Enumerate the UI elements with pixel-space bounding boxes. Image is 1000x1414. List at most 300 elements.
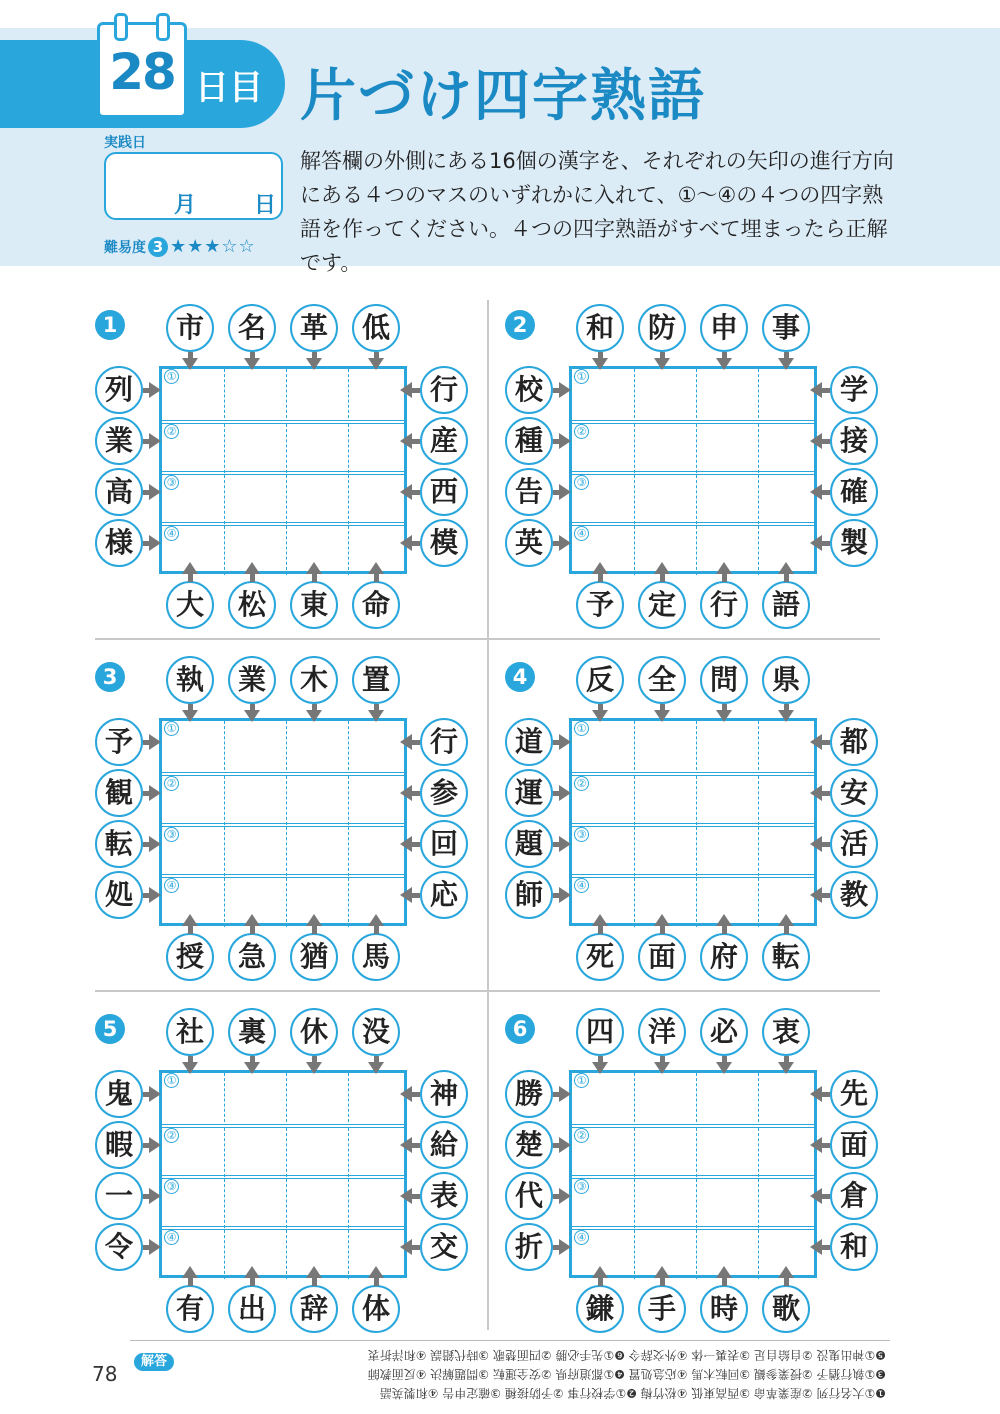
arrow-stem [250,1278,255,1286]
kanji-top[interactable]: 休 [290,1008,338,1056]
kanji-left[interactable]: 業 [95,417,143,465]
arrow-up-icon [716,914,732,926]
arrow-stem [374,926,379,934]
kanji-bottom[interactable]: 転 [762,933,810,981]
arrow-stem [412,1245,420,1250]
cell-divider [286,424,287,473]
arrow-down-icon [778,358,794,370]
arrow-left-icon [400,1086,412,1102]
kanji-left[interactable]: 鬼 [95,1070,143,1118]
answer-grid [159,366,407,574]
kanji-right[interactable]: 和 [830,1223,878,1271]
kanji-right[interactable]: 回 [420,820,468,868]
cell-divider [224,1179,225,1228]
row-divider [95,990,880,992]
answer-row[interactable] [162,420,404,473]
arrow-down-icon [654,710,670,722]
arrow-right-icon [149,887,161,903]
practice-date-box[interactable] [104,152,283,220]
kanji-top[interactable]: 洋 [638,1008,686,1056]
cell-divider [634,721,635,770]
difficulty-label: 難易度 [104,240,146,256]
puzzle-number: 6 [505,1014,535,1044]
kanji-right[interactable]: 行 [420,366,468,414]
arrow-down-icon [778,1062,794,1074]
arrow-right-icon [149,484,161,500]
arrow-stem [412,541,420,546]
kanji-bottom[interactable]: 体 [352,1285,400,1333]
arrow-stem [412,388,420,393]
arrow-right-icon [559,1086,571,1102]
answer-row[interactable] [162,823,404,876]
cell-divider [634,776,635,825]
cell-divider [224,424,225,473]
puzzle-number: 3 [95,662,125,692]
kanji-bottom[interactable]: 猶 [290,933,338,981]
kanji-top[interactable]: 防 [638,304,686,352]
arrow-left-icon [400,887,412,903]
page-number: 78 [92,1362,118,1386]
kanji-bottom[interactable]: 授 [166,933,214,981]
arrow-down-icon [654,358,670,370]
arrow-right-icon [149,734,161,750]
kanji-bottom[interactable]: 辞 [290,1285,338,1333]
arrow-right-icon [559,484,571,500]
cell-divider [286,827,287,876]
arrow-right-icon [149,785,161,801]
kanji-right[interactable]: 倉 [830,1172,878,1220]
kanji-left[interactable]: 令 [95,1223,143,1271]
kanji-top[interactable]: 全 [638,656,686,704]
difficulty [104,236,256,257]
kanji-right[interactable]: 安 [830,769,878,817]
kanji-left[interactable]: 暇 [95,1121,143,1169]
kanji-top[interactable]: 県 [762,656,810,704]
kanji-bottom[interactable]: 予 [576,581,624,629]
arrow-stem [412,740,420,745]
calendar-ring [156,13,170,41]
kanji-left[interactable]: 高 [95,468,143,516]
arrow-stem [822,1194,830,1199]
arrow-down-icon [244,1062,260,1074]
kanji-left[interactable]: 英 [505,519,553,567]
arrow-stem [822,1092,830,1097]
kanji-right[interactable]: 教 [830,871,878,919]
kanji-top[interactable]: 没 [352,1008,400,1056]
cell-divider [696,369,697,418]
cell-divider [634,1230,635,1279]
arrow-right-icon [559,836,571,852]
kanji-left[interactable]: 題 [505,820,553,868]
cell-divider [348,1073,349,1122]
kanji-top[interactable]: 置 [352,656,400,704]
kanji-left[interactable]: 校 [505,366,553,414]
arrow-down-icon [716,710,732,722]
answer-row[interactable] [572,772,814,825]
kanji-right[interactable]: 神 [420,1070,468,1118]
cell-divider [286,1128,287,1177]
kanji-left[interactable]: 代 [505,1172,553,1220]
kanji-bottom[interactable]: 有 [166,1285,214,1333]
kanji-right[interactable]: 産 [420,417,468,465]
arrow-stem [250,926,255,934]
cell-divider [634,369,635,418]
arrow-stem [412,842,420,847]
kanji-right[interactable]: 学 [830,366,878,414]
arrow-up-icon [306,562,322,574]
cell-divider [286,475,287,524]
month-label: 月 [174,193,197,218]
cell-divider [696,424,697,473]
answer-row[interactable] [162,1073,404,1122]
kanji-top[interactable]: 裏 [228,1008,276,1056]
kanji-top[interactable]: 反 [576,656,624,704]
kanji-right[interactable]: 西 [420,468,468,516]
row-divider [95,638,880,640]
arrow-right-icon [559,382,571,398]
cell-divider [758,1128,759,1177]
arrow-up-icon [368,562,384,574]
arrow-stem [188,926,193,934]
kanji-left[interactable]: 師 [505,871,553,919]
kanji-bottom[interactable]: 東 [290,581,338,629]
kanji-bottom[interactable]: 府 [700,933,748,981]
arrow-stem [412,791,420,796]
arrow-stem [822,791,830,796]
calendar-ring [114,13,128,41]
row-number: ④ [164,878,179,893]
kanji-bottom[interactable]: 出 [228,1285,276,1333]
row-number: ④ [164,526,179,541]
kanji-left[interactable]: 列 [95,366,143,414]
kanji-right[interactable]: 参 [420,769,468,817]
kanji-right[interactable]: 接 [830,417,878,465]
answer-badge: 解答 [134,1353,174,1371]
cell-divider [758,721,759,770]
arrow-left-icon [400,433,412,449]
arrow-up-icon [244,1266,260,1278]
answer-row[interactable] [572,1073,814,1122]
cell-divider [348,1128,349,1177]
arrow-down-icon [306,358,322,370]
kanji-top[interactable]: 衷 [762,1008,810,1056]
cell-divider [286,369,287,418]
arrow-up-icon [182,914,198,926]
arrow-right-icon [149,1086,161,1102]
arrow-up-icon [182,1266,198,1278]
arrow-right-icon [559,535,571,551]
kanji-right[interactable]: 模 [420,519,468,567]
cell-divider [758,827,759,876]
kanji-right[interactable]: 先 [830,1070,878,1118]
kanji-right[interactable]: 交 [420,1223,468,1271]
row-number: ④ [164,1230,179,1245]
arrow-stem [412,1143,420,1148]
answer-row[interactable] [162,369,404,418]
footer-line [130,1340,890,1341]
kanji-left[interactable]: 楚 [505,1121,553,1169]
arrow-stem [822,541,830,546]
answer-row[interactable] [572,471,814,524]
kanji-right[interactable]: 給 [420,1121,468,1169]
kanji-right[interactable]: 行 [420,718,468,766]
kanji-left[interactable]: 折 [505,1223,553,1271]
cell-divider [224,475,225,524]
arrow-down-icon [368,710,384,722]
arrow-stem [412,490,420,495]
row-number: ③ [164,827,179,842]
answer-grid [159,718,407,926]
arrow-down-icon [368,1062,384,1074]
kanji-left[interactable]: 告 [505,468,553,516]
kanji-bottom[interactable]: 行 [700,581,748,629]
cell-divider [348,424,349,473]
arrow-down-icon [182,710,198,722]
answer-row[interactable] [572,1124,814,1177]
arrow-stem [312,574,317,582]
arrow-right-icon [559,433,571,449]
page-title: 片づけ四字熟語 [300,64,706,129]
kanji-right[interactable]: 確 [830,468,878,516]
kanji-top[interactable]: 革 [290,304,338,352]
kanji-bottom[interactable]: 定 [638,581,686,629]
puzzle-6 [505,1004,905,1334]
kanji-right[interactable]: 製 [830,519,878,567]
arrow-up-icon [778,562,794,574]
arrow-left-icon [400,535,412,551]
cell-divider [696,721,697,770]
arrow-up-icon [716,1266,732,1278]
kanji-left[interactable]: 様 [95,519,143,567]
row-number: ① [164,1073,179,1088]
kanji-top[interactable]: 名 [228,304,276,352]
answer-grid [159,1070,407,1278]
kanji-top[interactable]: 執 [166,656,214,704]
kanji-bottom[interactable]: 命 [352,581,400,629]
answer-row[interactable] [572,1175,814,1228]
arrow-stem [598,926,603,934]
kanji-left[interactable]: 勝 [505,1070,553,1118]
row-number: ③ [574,1179,589,1194]
kanji-right[interactable]: 都 [830,718,878,766]
arrow-down-icon [716,358,732,370]
kanji-bottom[interactable]: 大 [166,581,214,629]
kanji-left[interactable]: 種 [505,417,553,465]
kanji-top[interactable]: 木 [290,656,338,704]
cell-divider [224,526,225,575]
kanji-top[interactable]: 市 [166,304,214,352]
cell-divider [286,526,287,575]
kanji-top[interactable]: 業 [228,656,276,704]
kanji-bottom[interactable]: 鎌 [576,1285,624,1333]
kanji-bottom[interactable]: 時 [700,1285,748,1333]
arrow-down-icon [244,358,260,370]
answer-row[interactable] [162,1175,404,1228]
answer-key [186,1345,886,1402]
kanji-top[interactable]: 事 [762,304,810,352]
arrow-down-icon [368,358,384,370]
arrow-left-icon [400,785,412,801]
puzzle-number: 4 [505,662,535,692]
arrow-up-icon [592,1266,608,1278]
row-number: ① [164,369,179,384]
kanji-left[interactable]: 運 [505,769,553,817]
practice-date-label: 実践日 [104,135,146,151]
kanji-bottom[interactable]: 歌 [762,1285,810,1333]
answer-row[interactable] [162,721,404,770]
cell-divider [696,526,697,575]
kanji-bottom[interactable]: 馬 [352,933,400,981]
arrow-stem [722,574,727,582]
cell-divider [758,776,759,825]
row-number: ① [574,369,589,384]
cell-divider [224,369,225,418]
cell-divider [348,721,349,770]
arrow-left-icon [400,734,412,750]
cell-divider [758,475,759,524]
arrow-stem [312,926,317,934]
kanji-top[interactable]: 必 [700,1008,748,1056]
kanji-left[interactable]: 一 [95,1172,143,1220]
puzzle-4 [505,652,905,982]
row-number: ② [574,424,589,439]
cell-divider [348,475,349,524]
kanji-right[interactable]: 応 [420,871,468,919]
row-number: ① [164,721,179,736]
arrow-stem [412,439,420,444]
cell-divider [758,369,759,418]
arrow-left-icon [400,1188,412,1204]
answer-line: ❸①執行猶予 ②授業参観 ③回転木馬 ④応急処置 ❹①都道府県 ②安全運転 ③問題解決 ④反面教師 [367,1367,886,1381]
kanji-bottom[interactable]: 語 [762,581,810,629]
row-number: ③ [164,475,179,490]
cell-divider [634,1179,635,1228]
kanji-top[interactable]: 四 [576,1008,624,1056]
arrow-right-icon [559,887,571,903]
arrow-left-icon [400,484,412,500]
arrow-stem [188,1278,193,1286]
arrow-right-icon [559,734,571,750]
answer-row[interactable] [572,369,814,418]
kanji-bottom[interactable]: 松 [228,581,276,629]
kanji-top[interactable]: 申 [700,304,748,352]
arrow-up-icon [778,914,794,926]
row-number: ③ [574,827,589,842]
answer-row[interactable] [572,721,814,770]
cell-divider [286,878,287,927]
cell-divider [696,827,697,876]
kanji-top[interactable]: 社 [166,1008,214,1056]
kanji-left[interactable]: 転 [95,820,143,868]
cell-divider [758,1179,759,1228]
arrow-stem [374,1278,379,1286]
cell-divider [224,776,225,825]
arrow-left-icon [810,1188,822,1204]
arrow-stem [784,926,789,934]
kanji-bottom[interactable]: 死 [576,933,624,981]
cell-divider [696,776,697,825]
calendar-icon [97,22,187,118]
kanji-right[interactable]: 活 [830,820,878,868]
arrow-stem [822,740,830,745]
row-number: ② [574,776,589,791]
arrow-down-icon [592,710,608,722]
day-number: 28 [109,43,175,101]
kanji-left[interactable]: 処 [95,871,143,919]
kanji-top[interactable]: 和 [576,304,624,352]
cell-divider [286,1230,287,1279]
row-number: ① [574,1073,589,1088]
cell-divider [348,776,349,825]
cell-divider [634,1073,635,1122]
cell-divider [696,1179,697,1228]
arrow-right-icon [559,1239,571,1255]
kanji-left[interactable]: 道 [505,718,553,766]
difficulty-stars: ★★★☆☆ [170,236,256,257]
arrow-stem [188,574,193,582]
kanji-right[interactable]: 表 [420,1172,468,1220]
kanji-top[interactable]: 問 [700,656,748,704]
arrow-right-icon [149,535,161,551]
kanji-bottom[interactable]: 手 [638,1285,686,1333]
cell-divider [696,1073,697,1122]
arrow-left-icon [810,1086,822,1102]
arrow-stem [412,1194,420,1199]
arrow-right-icon [559,1137,571,1153]
arrow-down-icon [592,1062,608,1074]
kanji-bottom[interactable]: 面 [638,933,686,981]
arrow-stem [822,893,830,898]
cell-divider [634,526,635,575]
kanji-left[interactable]: 観 [95,769,143,817]
answer-grid [569,718,817,926]
arrow-right-icon [149,1239,161,1255]
answer-row[interactable] [162,471,404,524]
arrow-down-icon [654,1062,670,1074]
row-number: ② [574,1128,589,1143]
answer-row[interactable] [162,772,404,825]
kanji-left[interactable]: 予 [95,718,143,766]
arrow-up-icon [244,914,260,926]
cell-divider [758,1230,759,1279]
arrow-up-icon [654,562,670,574]
arrow-left-icon [400,382,412,398]
kanji-top[interactable]: 低 [352,304,400,352]
arrow-right-icon [149,1188,161,1204]
arrow-up-icon [368,1266,384,1278]
cell-divider [286,721,287,770]
arrow-down-icon [306,1062,322,1074]
arrow-down-icon [182,358,198,370]
kanji-bottom[interactable]: 急 [228,933,276,981]
answer-row[interactable] [572,823,814,876]
arrow-up-icon [592,914,608,926]
kanji-right[interactable]: 面 [830,1121,878,1169]
arrow-left-icon [810,1239,822,1255]
cell-divider [634,1128,635,1177]
arrow-left-icon [810,433,822,449]
row-number: ③ [574,475,589,490]
answer-line: ❶①大名行列 ②産業革命 ③西高東低 ④松竹梅 ❷①学校行事 ②予防接種 ③確定申告 ④和製英語 [379,1386,886,1400]
cell-divider [348,878,349,927]
answer-row[interactable] [572,420,814,473]
answer-row[interactable] [162,1124,404,1177]
arrow-stem [598,574,603,582]
puzzle-2 [505,300,905,630]
arrow-down-icon [778,710,794,722]
cell-divider [758,878,759,927]
cell-divider [224,721,225,770]
